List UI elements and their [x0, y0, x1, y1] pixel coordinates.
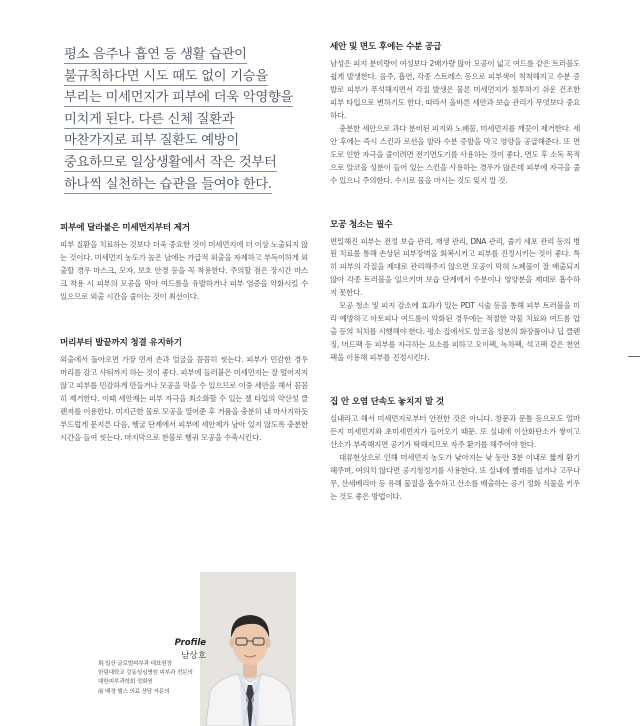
- profile-desc-line: 現 일산 글로벌피부과 대표원장: [98, 661, 172, 667]
- profile-name: 남상호: [181, 651, 206, 661]
- pull-quote-line: 부리는 미세먼지가 피부에 더욱 악영향을: [64, 90, 293, 106]
- section-remove-dust: [60, 221, 308, 304]
- section-heading: 집 안 오염 단속도 놓치지 말 것: [330, 397, 444, 408]
- section-paragraph: 모공 청소 및 피지 감소에 효과가 있는 PDT 시술 등을 통해 피부 트러블을 미리 예방하고 아토피나 여드름이 악화된 경우에는 적절한 약물 치료와 여드름 압출 등의 처치를 시행해야 한다. 평소 집에서도 알코올 성분의 화장품이나 딥 클렌징, 머드팩 등 피부를 자극하는 요소를 피하고 오이팩, 녹차팩, 석고팩 같은 천연 팩을 이용해 피부를 진정시킨다.: [330, 301, 580, 363]
- section-paragraph: 면밀해진 피부는 전정 보습 관리, 재생 관리, DNA 관리, 줄기 세포 관리 등의 병원 치료를 통해 손상된 피부장벽을 회복시키고 피부를 진정시키는 것이 좋다. 특히 피부의 각질을 제대로 관리해주지 않으면 모공이 막혀 노폐물이 잘 배출되지 않아 각종 트러블을 일으키며 보습 단계에서 수분이나 영양분을 제대로 흡수하지 못한다.: [330, 236, 580, 298]
- section-heading: 피부에 달라붙은 미세먼지부터 제거: [60, 223, 190, 234]
- pull-quote-line: 마찬가지로 피부 질환도 예방이: [64, 133, 239, 149]
- section-paragraph: 실내라고 해서 미세먼지로부터 안전한 것은 아니다. 창문과 문틈 등으로도 얼마든지 미세먼지와 초미세먼지가 들어오기 때문. 또 실내에 이산화탄소가 쌓이고 산소가 부족해지면 공기가 탁해지므로 자주 환기를 해주어야 한다.: [330, 414, 580, 449]
- pull-quote-line: 미치게 된다. 다른 신체 질환과: [64, 111, 235, 127]
- section-paragraph: 피부 질환을 치료하는 것보다 더욱 중요한 것이 미세먼지에 더 이상 노출되지 않는 것이다. 미세먼지 농도가 높은 날에는 가급적 외출을 자제하고 부득이하게 외출할 경우 마스크, 모자, 보호 안경 등을 꼭 착용한다. 주의할 점은 장시간 마스크 착용 시 피부의 모공을 막아 여드름을 유발하거나 피부 염증을 악화시킬 수 있으므로 외출 시간을 줄이는 것이 최선이다.: [60, 240, 308, 301]
- section-cleanliness: [60, 336, 308, 445]
- doctor-portrait-icon: [204, 582, 296, 726]
- profile-desc-line: 대한피부과학회 정회원: [98, 679, 153, 686]
- section-paragraph: 대류현상으로 인해 미세먼지 농도가 낮아지는 낮 동안 3분 이내로 짧게 환기해주며, 여의치 않다면 공기청정기를 사용한다. 또 실내에 빨래를 널거나 고무나무, 산세베리아 등 유해 물질을 흡수하고 산소를 배출하는 공기 정화 식물을 키우는 것도 좋은 방법이다.: [330, 452, 580, 501]
- section-paragraph: 남성은 피지 분비량이 여성보다 2배가량 많아 모공이 넓고 여드름 같은 트러블도 쉽게 발생한다. 음주, 흡연, 각종 스트레스 등으로 피부색이 칙칙해지고 수분 증발로 피부가 푸석해지면서 각질 발생은 물론 미세먼지가 침투하기 쉬운 건조한 피부 타입으로 변하기도 한다. 따라서 올바른 세안과 보습 관리가 무엇보다 중요하다.: [330, 59, 580, 120]
- profile-desc-line: 한림대학교 강동성심병원 피부과 전문의: [98, 670, 193, 677]
- pull-quote-line: 불규칙하다면 시도 때도 없이 기승을: [64, 68, 268, 84]
- profile-label-block: [148, 638, 206, 661]
- profile-desc-line: 前 매경 헬스 의료 상담 자문의: [98, 688, 170, 695]
- profile-label: Profile: [174, 638, 206, 648]
- section-paragraph: 충분한 세안으로 과다 분비된 피지와 노폐물, 미세먼지를 깨끗이 제거한다. 세안 후에는 즉시 스킨과 로션을 발라 수분 증발을 막고 영양을 공급해준다. 또 면도로 인한 자극을 줄이려면 전기면도기를 사용하는 것이 좋다. 면도 후 소독 목적으로 알코올 성분이 들어 있는 스킨을 사용하는 경우가 많은데 피부에 자극을 줄 수 있으니 주의한다. 수시로 물을 마시는 것도 잊지 말 것.: [330, 123, 580, 185]
- section-moisture: [330, 40, 580, 188]
- section-heading: 모공 청소는 필수: [330, 219, 393, 230]
- section-home-pollution: [330, 395, 580, 504]
- right-column: [330, 40, 580, 504]
- pull-quote-line: 하나씩 실천하는 습관을 들여야 한다.: [64, 176, 272, 192]
- margin-tick-mark: [628, 356, 640, 357]
- profile-description: [98, 660, 228, 697]
- section-heading: 세안 및 면도 후에는 수분 공급: [330, 42, 442, 52]
- section-paragraph: 외출에서 돌아오면 가장 먼저 손과 얼굴을 꼼꼼히 씻는다. 피부가 민감한 경우 머리를 감고 샤워까지 하는 것이 좋다. 피부에 들러붙은 미세먼지는 잘 떨어지지 않고 피부를 민감하게 만들거나 모공을 막을 수 있으므로 이중 세안을 해서 꼼꼼히 제거한다. 이때 세안제는 피부 자극을 최소화할 수 있는 젤 타입의 약산성 클렌저를 이용한다. 미지근한 물로 모공을 열어준 후 거품을 충분히 내 마사지하듯 부드럽게 문지른 다음, 헹굴 단계에서 피부에 세안제가 남아 있지 않도록 충분한 시간을 들여 씻는다. 마지막으로 찬물로 헹궈 모공을 수축시킨다.: [60, 354, 308, 442]
- pull-quote-line: 중요하므로 일상생활에서 작은 것부터: [64, 154, 277, 170]
- left-column: [60, 40, 308, 445]
- pull-quote-line: 평소 음주나 흡연 등 생활 습관이: [64, 47, 247, 62]
- section-heading: 머리부터 발끝까지 청결 유지하기: [60, 337, 182, 348]
- pull-quote: [64, 44, 308, 195]
- section-pore-cleaning: [330, 218, 580, 366]
- profile-box: [98, 572, 296, 726]
